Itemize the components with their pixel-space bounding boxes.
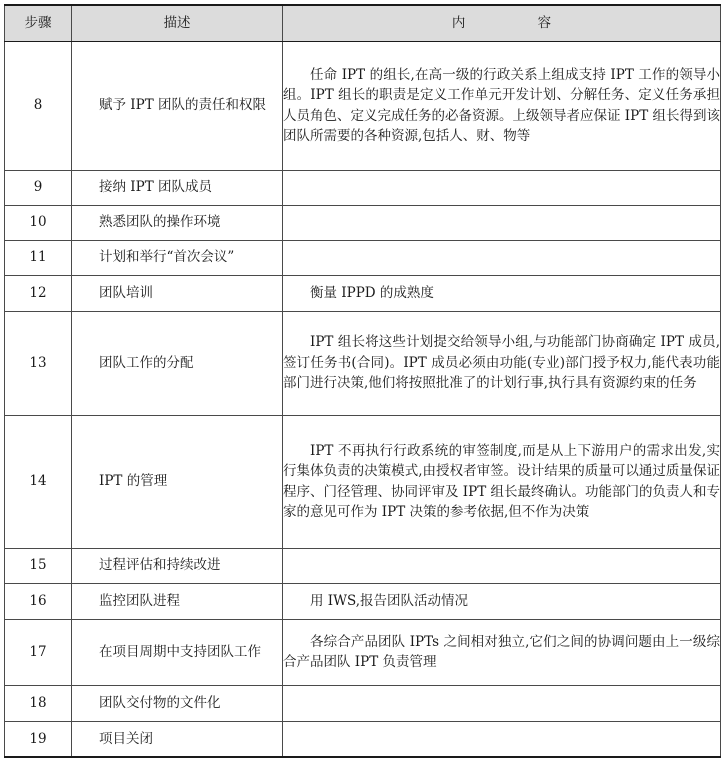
table-row (5, 685, 721, 721)
step-content (283, 240, 721, 275)
steps-table (4, 4, 721, 758)
table-row (5, 240, 721, 275)
step-number: 16 (5, 583, 72, 619)
table-row (5, 548, 721, 583)
step-content: 衡量 IPPD 的成熟度 (283, 275, 721, 311)
step-number: 13 (5, 311, 72, 415)
header-description: 描述 (72, 5, 283, 41)
table-row (5, 205, 721, 240)
table-row (5, 583, 721, 619)
header-content: 内 容 (283, 5, 721, 41)
step-number: 19 (5, 721, 72, 757)
step-number: 15 (5, 548, 72, 583)
step-number: 10 (5, 205, 72, 240)
step-content (283, 205, 721, 240)
step-description: 团队交付物的文件化 (72, 685, 283, 721)
step-description: 团队工作的分配 (72, 311, 283, 415)
table-row (5, 415, 721, 548)
step-content: IPT 不再执行行政系统的审签制度,而是从上下游用户的需求出发,实行集体负责的决策模式,由授权者审签。设计结果的质量可以通过质量保证程序、门径管理、协同评审及 IPT 组长最终确认。功能部门的负责人和专家的意见可作为 IPT 决策的参考依据,但不作为决策 (283, 415, 721, 548)
table-row (5, 41, 721, 170)
step-number: 18 (5, 685, 72, 721)
step-content (283, 170, 721, 205)
step-description: 熟悉团队的操作环境 (72, 205, 283, 240)
step-number: 12 (5, 275, 72, 311)
step-number: 9 (5, 170, 72, 205)
step-content: IPT 组长将这些计划提交给领导小组,与功能部门协商确定 IPT 成员,签订任务书(合同)。IPT 成员必须由功能(专业)部门授予权力,能代表功能部门进行决策,他们将按照批准了的计划行事,执行具有资源约束的任务 (283, 311, 721, 415)
step-content (283, 685, 721, 721)
step-description: 赋予 IPT 团队的责任和权限 (72, 41, 283, 170)
table-row (5, 721, 721, 757)
step-description: 接纳 IPT 团队成员 (72, 170, 283, 205)
step-description: 计划和举行“首次会议” (72, 240, 283, 275)
step-number: 11 (5, 240, 72, 275)
table-row (5, 311, 721, 415)
table-row (5, 170, 721, 205)
step-content: 用 IWS,报告团队活动情况 (283, 583, 721, 619)
table-row (5, 619, 721, 685)
step-description: 监控团队进程 (72, 583, 283, 619)
step-content (283, 548, 721, 583)
header-step: 步骤 (5, 5, 72, 41)
step-number: 8 (5, 41, 72, 170)
step-content (283, 721, 721, 757)
step-content: 任命 IPT 的组长,在高一级的行政关系上组成支持 IPT 工作的领导小组。IPT 组长的职责是定义工作单元开发计划、分解任务、定义任务承担人员角色、定义完成任务的必备资源。上级领导者应保证 IPT 组长得到该团队所需要的各种资源,包括人、财、物等 (283, 41, 721, 170)
step-description: 团队培训 (72, 275, 283, 311)
step-number: 17 (5, 619, 72, 685)
table-row (5, 275, 721, 311)
step-description: IPT 的管理 (72, 415, 283, 548)
step-description: 项目关闭 (72, 721, 283, 757)
step-description: 在项目周期中支持团队工作 (72, 619, 283, 685)
step-content: 各综合产品团队 IPTs 之间相对独立,它们之间的协调问题由上一级综合产品团队 IPT 负责管理 (283, 619, 721, 685)
table-header-row (5, 5, 721, 41)
step-description: 过程评估和持续改进 (72, 548, 283, 583)
step-number: 14 (5, 415, 72, 548)
